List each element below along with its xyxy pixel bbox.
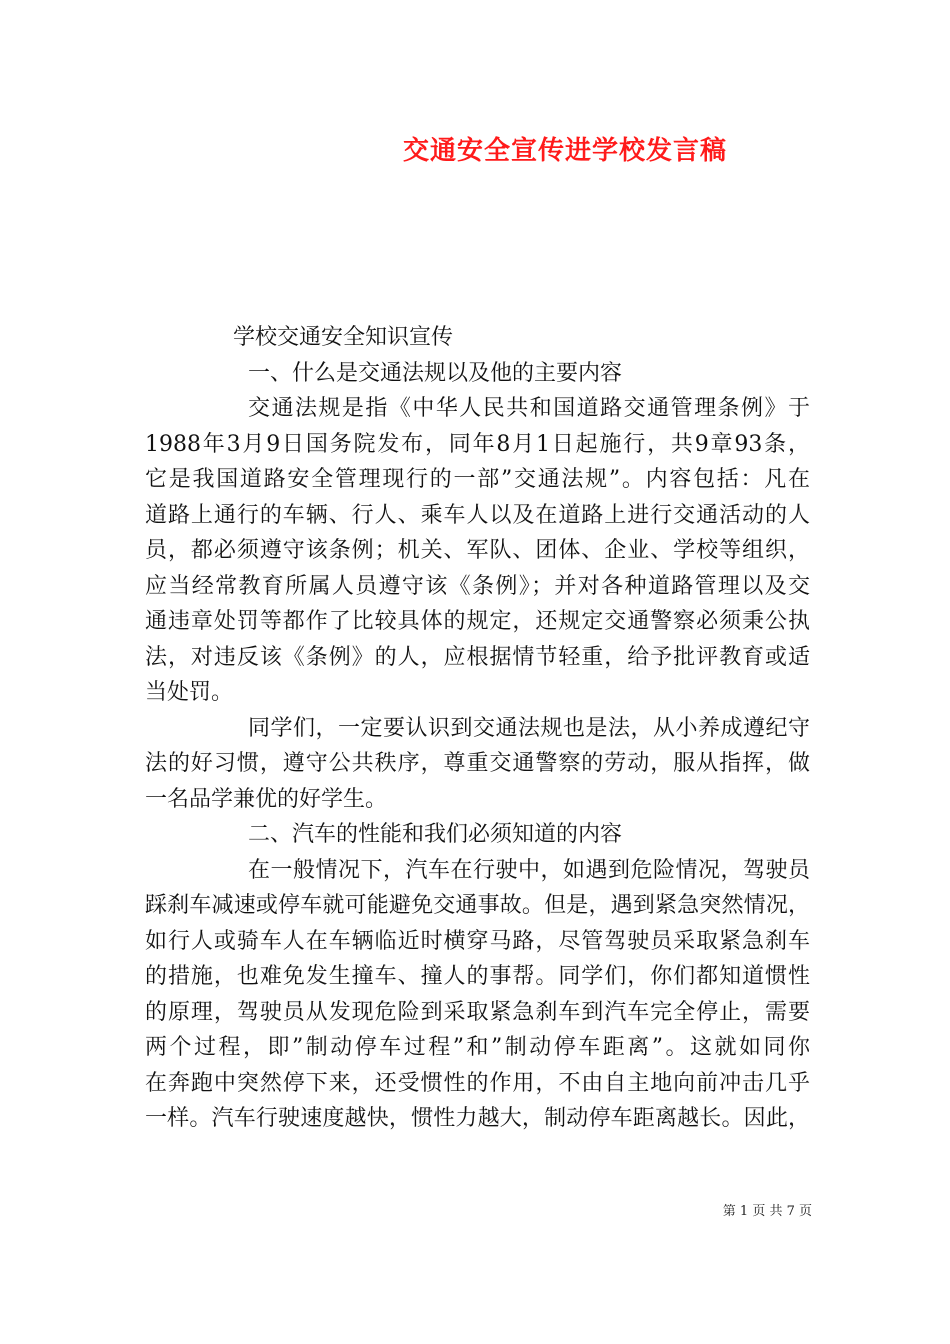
paragraph-line: 1988年3月9日国务院发布，同年8月1日起施行，共9章93条， bbox=[145, 431, 810, 457]
paragraph-line: 的措施，也难免发生撞车、撞人的事帮。同学们，你们都知道惯性 bbox=[145, 964, 810, 989]
paragraph-line: 如行人或骑车人在车辆临近时横穿马路，尽管驾驶员采取紧急刹车 bbox=[145, 928, 810, 954]
paragraph-line: 同学们，一定要认识到交通法规也是法，从小养成遵纪守 bbox=[248, 715, 810, 741]
paragraph-line: 在奔跑中突然停下来，还受惯性的作用，不由自主地向前冲击几乎 bbox=[145, 1070, 810, 1096]
paragraph-line: 的原理，驾驶员从发现危险到采取紧急刹车到汽车完全停止，需要 bbox=[145, 999, 810, 1025]
paragraph-line: 它是我国道路安全管理现行的一部”交通法规”。内容包括：凡在 bbox=[145, 467, 810, 492]
subsection-heading: 二、汽车的性能和我们必须知道的内容 bbox=[248, 822, 623, 847]
document-title: 交通安全宣传进学校发言稿 bbox=[402, 136, 727, 166]
section-heading: 学校交通安全知识宣传 bbox=[233, 325, 454, 350]
paragraph-line: 员，都必须遵守该条例；机关、军队、团体、企业、学校等组织， bbox=[145, 538, 810, 563]
subsection-heading: 一、什么是交通法规以及他的主要内容 bbox=[248, 360, 623, 386]
paragraph-line: 交通法规是指《中华人民共和国道路交通管理条例》于 bbox=[248, 396, 810, 421]
paragraph-line: 法，对违反该《条例》的人，应根据情节轻重，给予批评教育或适 bbox=[145, 644, 810, 670]
paragraph-line: 在一般情况下，汽车在行驶中，如遇到危险情况，驾驶员 bbox=[248, 857, 810, 883]
page-number-footer: 第 1 页 共 7 页 bbox=[722, 1204, 812, 1219]
paragraph-line: 一样。汽车行驶速度越快，惯性力越大，制动停车距离越长。因此， bbox=[145, 1106, 810, 1131]
paragraph-line: 当处罚。 bbox=[145, 680, 234, 705]
paragraph-line: 法的好习惯，遵守公共秩序，尊重交通警察的劳动，服从指挥，做 bbox=[145, 751, 810, 776]
paragraph-line: 踩刹车减速或停车就可能避免交通事故。但是，遇到紧急突然情况， bbox=[145, 893, 810, 918]
paragraph-line: 应当经常教育所属人员遵守该《条例》；并对各种道路管理以及交 bbox=[145, 573, 810, 599]
paragraph-line: 通违章处罚等都作了比较具体的规定，还规定交通警察必须秉公执 bbox=[145, 609, 810, 634]
document-body bbox=[145, 320, 810, 1137]
paragraph-line: 一名品学兼优的好学生。 bbox=[145, 786, 388, 812]
paragraph-line: 两个过程，即”制动停车过程”和”制动停车距离”。这就如同你 bbox=[145, 1035, 810, 1060]
paragraph-line: 道路上通行的车辆、行人、乘车人以及在道路上进行交通活动的人 bbox=[145, 502, 810, 528]
